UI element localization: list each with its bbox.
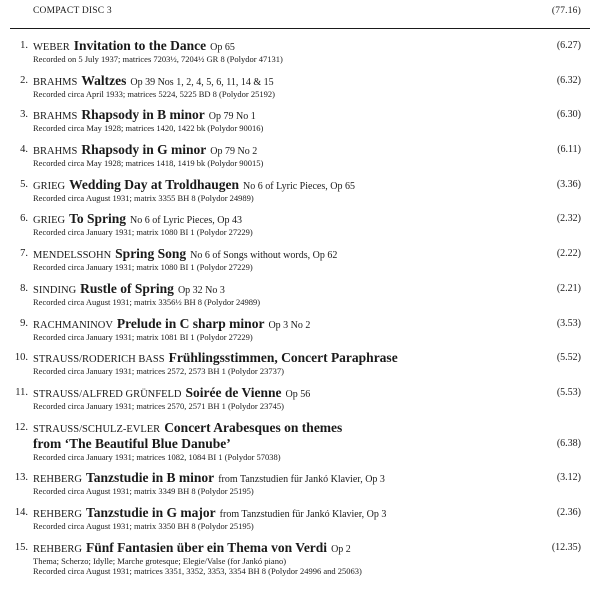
work-title: Prelude in C sharp minor	[116, 316, 265, 331]
track-duration: (6.32)	[556, 75, 581, 86]
recording-info: Recorded circa May 1928; matrices 1418, 1419 bk (Polydor 90015)	[33, 158, 264, 168]
track-duration: (2.32)	[556, 213, 581, 224]
work-title: Frühlingsstimmen, Concert Paraphrase	[168, 350, 398, 365]
recording-info: Recorded circa August 1931; matrix 3355 BH 8 (Polydor 24989)	[33, 193, 254, 203]
work-detail: Op 79 No 1	[208, 111, 256, 122]
track-number: 12.	[14, 422, 28, 433]
track-heading-continued	[33, 436, 550, 452]
work-title: Waltzes	[81, 73, 127, 88]
work-detail: Op 3 No 2	[268, 320, 311, 331]
track-number: 13.	[14, 472, 28, 483]
track-duration: (2.21)	[556, 283, 581, 294]
work-detail: No 6 of Songs without words, Op 62	[190, 250, 338, 261]
track-duration: (2.22)	[556, 248, 581, 259]
recording-info: Recorded on 5 July 1937; matrices 7203½, 7204½ GR 8 (Polydor 47131)	[33, 54, 283, 64]
work-title: Tanzstudie in G major	[86, 505, 216, 520]
composer-name: SINDING	[33, 285, 77, 296]
recording-info: Recorded circa January 1931; matrix 1080 BI 1 (Polydor 27229)	[33, 227, 253, 237]
track-number: 5.	[20, 179, 28, 190]
composer-name: GRIEG	[33, 181, 66, 192]
work-detail: Op 32 No 3	[177, 285, 225, 296]
header	[33, 6, 581, 16]
work-title: To Spring	[69, 211, 127, 226]
composer-name: BRAHMS	[33, 77, 78, 88]
header-rule	[10, 28, 590, 29]
work-detail: Op 65	[210, 42, 235, 53]
track-duration: (3.12)	[556, 472, 581, 483]
track-number: 8.	[20, 283, 28, 294]
recording-info: Recorded circa May 1928; matrices 1420, 1422 bk (Polydor 90016)	[33, 123, 264, 133]
work-detail: from Tanzstudien für Jankó Klavier, Op 3	[219, 509, 387, 520]
work-detail: Op 56	[285, 389, 311, 400]
track-number: 1.	[20, 40, 28, 51]
track-number: 6.	[20, 213, 28, 224]
track-number: 15.	[14, 542, 28, 553]
composer-name: WEBER	[33, 42, 70, 53]
recording-info: Recorded circa January 1931; matrices 1082, 1084 BI 1 (Polydor 57038)	[33, 452, 281, 462]
work-title: Fünf Fantasien über ein Thema von Verdi	[86, 540, 328, 555]
composer-name: BRAHMS	[33, 111, 78, 122]
work-title: Soirée de Vienne	[185, 385, 282, 400]
track-duration: (3.53)	[556, 318, 581, 329]
track-duration: (6.38)	[556, 438, 581, 449]
recording-info: Recorded circa January 1931; matrices 2572, 2573 BH 1 (Polydor 23737)	[33, 366, 284, 376]
composer-name: BRAHMS	[33, 146, 78, 157]
recording-info: Recorded circa April 1933; matrices 5224, 5225 BD 8 (Polydor 25192)	[33, 89, 275, 99]
track-duration: (6.30)	[556, 109, 581, 120]
work-detail: Op 39 Nos 1, 2, 4, 5, 6, 11, 14 & 15	[130, 77, 274, 88]
work-detail: No 6 of Lyric Pieces, Op 43	[130, 215, 242, 226]
recording-info: Recorded circa August 1931; matrices 3351, 3352, 3353, 3354 BH 8 (Polydor 24996 and 25063)	[33, 566, 362, 576]
recording-info: Recorded circa January 1931; matrices 2570, 2571 BH 1 (Polydor 23745)	[33, 401, 284, 411]
track-duration: (5.53)	[556, 387, 581, 398]
work-title: Invitation to the Dance	[73, 38, 207, 53]
track-number: 4.	[20, 144, 28, 155]
track-duration: (6.11)	[557, 144, 581, 155]
composer-name: REHBERG	[33, 544, 83, 555]
disc-label: COMPACT DISC 3	[33, 6, 112, 16]
composer-name: REHBERG	[33, 474, 83, 485]
track-duration: (5.52)	[556, 352, 581, 363]
track-number: 10.	[14, 352, 28, 363]
recording-info: Recorded circa August 1931; matrix 3350 BH 8 (Polydor 25195)	[33, 521, 254, 531]
work-detail: Op 79 No 2	[210, 146, 258, 157]
work-title: Tanzstudie in B minor	[86, 470, 215, 485]
composer-name: STRAUSS/RODERICH BASS	[33, 354, 165, 365]
track-duration: (3.36)	[556, 179, 581, 190]
track-duration: (6.27)	[556, 40, 581, 51]
work-title: Wedding Day at Troldhaugen	[69, 177, 240, 192]
work-title-continued: from ‘The Beautiful Blue Danube’	[33, 436, 231, 451]
track-number: 11.	[15, 387, 28, 398]
track-number: 2.	[20, 75, 28, 86]
work-detail: No 6 of Lyric Pieces, Op 65	[243, 181, 355, 192]
composer-name: STRAUSS/SCHULZ-EVLER	[33, 424, 161, 435]
composer-name: RACHMANINOV	[33, 320, 113, 331]
track-number: 7.	[20, 248, 28, 259]
recording-info: Recorded circa January 1931; matrix 1080 BI 1 (Polydor 27229)	[33, 262, 253, 272]
recording-info: Thema; Scherzo; Idylle; Marche grotesque; Elegie/Valse (for Jankó piano)	[33, 556, 287, 566]
track-number: 9.	[20, 318, 28, 329]
work-title: Rhapsody in G minor	[81, 142, 207, 157]
composer-name: STRAUSS/ALFRED GRÜNFELD	[33, 389, 182, 400]
recording-info: Recorded circa January 1931; matrix 1081 BI 1 (Polydor 27229)	[33, 332, 253, 342]
recording-info: Recorded circa August 1931; matrix 3356½ BH 8 (Polydor 24989)	[33, 297, 261, 307]
composer-name: GRIEG	[33, 215, 66, 226]
composer-name: MENDELSSOHN	[33, 250, 112, 261]
recording-info: Recorded circa August 1931; matrix 3349 BH 8 (Polydor 25195)	[33, 486, 254, 496]
work-title: Concert Arabesques on themes	[164, 420, 343, 435]
track-number: 14.	[14, 507, 28, 518]
track-number: 3.	[20, 109, 28, 120]
track-duration: (12.35)	[551, 542, 581, 553]
total-time: (77.16)	[551, 6, 581, 16]
composer-name: REHBERG	[33, 509, 83, 520]
work-title: Spring Song	[115, 246, 187, 261]
work-detail: Op 2	[331, 544, 351, 555]
track-duration: (2.36)	[556, 507, 581, 518]
work-detail: from Tanzstudien für Jankó Klavier, Op 3	[218, 474, 385, 485]
work-title: Rustle of Spring	[80, 281, 174, 296]
work-title: Rhapsody in B minor	[81, 107, 205, 122]
